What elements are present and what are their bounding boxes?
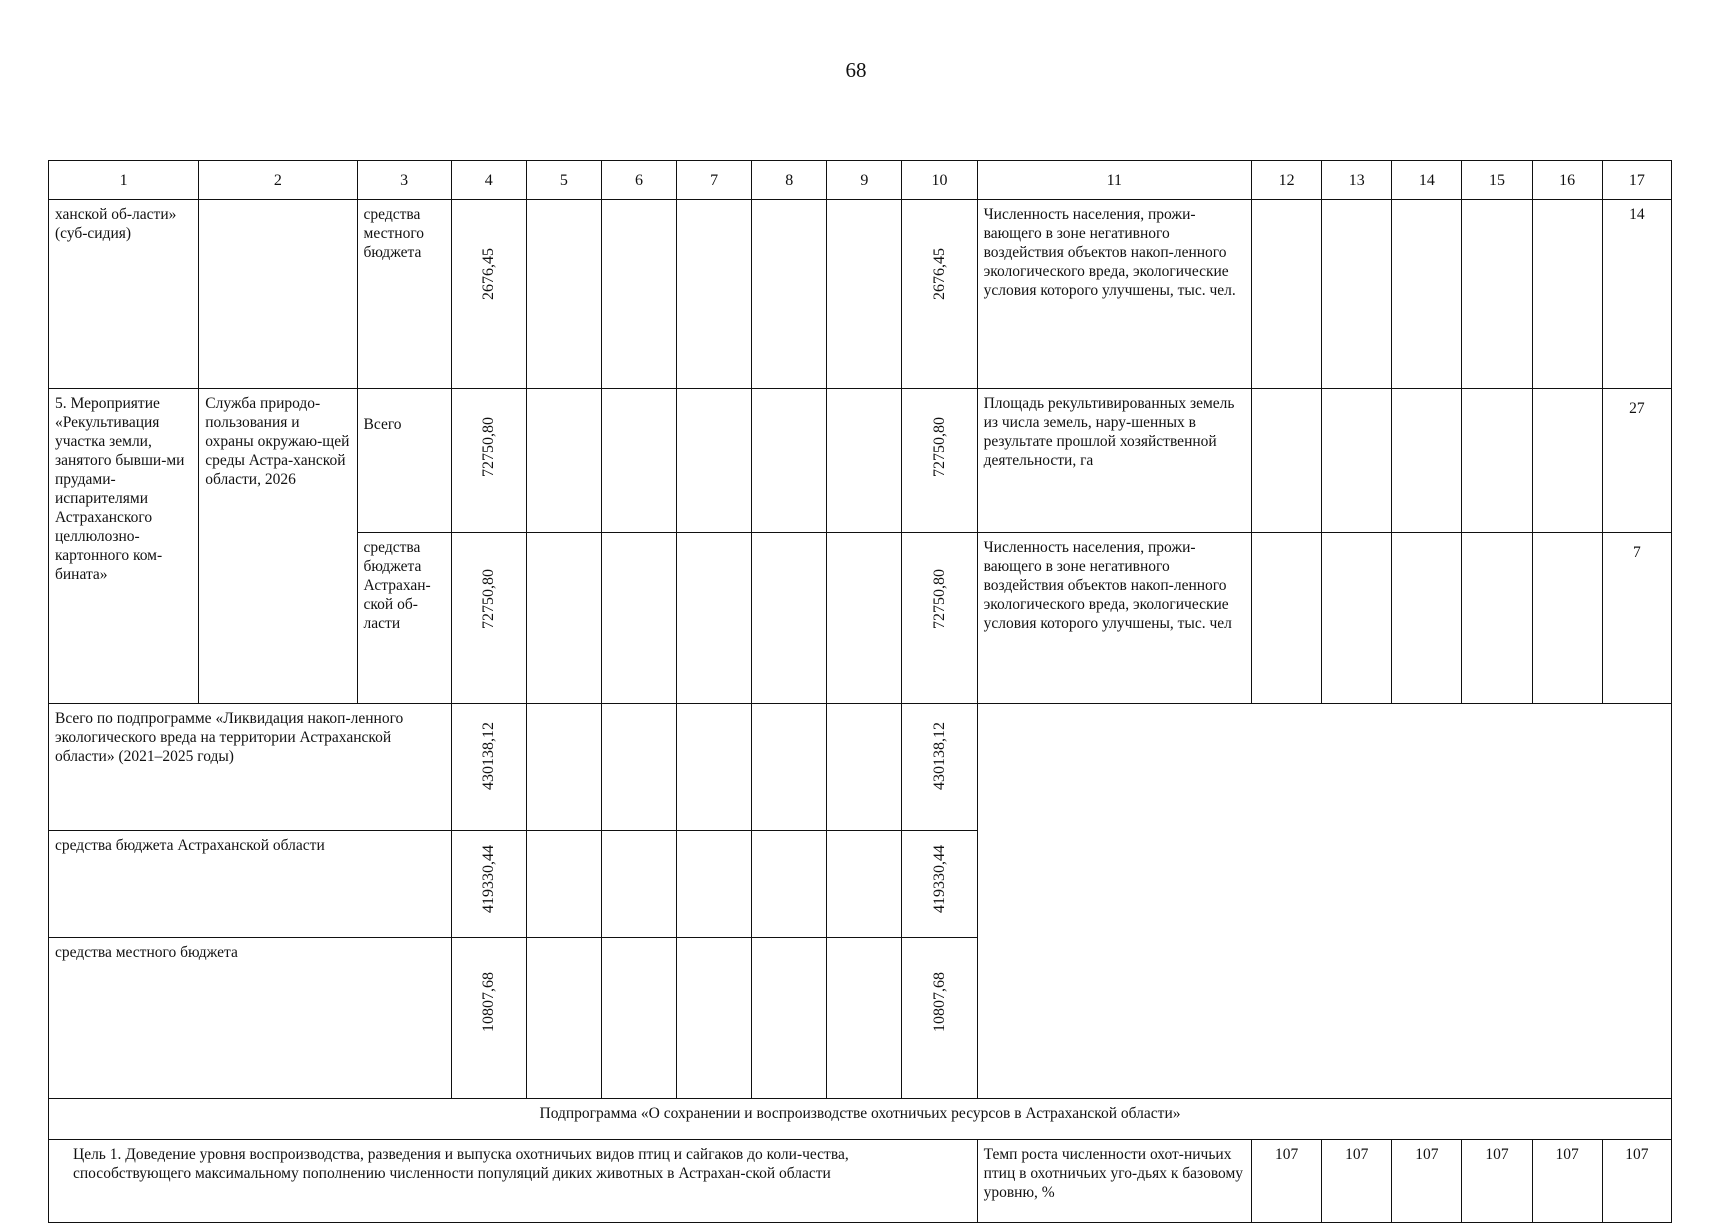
header-cell: 4: [451, 161, 526, 200]
indicator-cell: Численность населения, прожи-вающего в зоне негативного воздействия объектов накоп-ленного экологического вреда, экологические условия которого улучшены, тыс. чел: [977, 533, 1252, 704]
amount-cell: [902, 533, 977, 704]
amount-value: 72750,80: [480, 417, 498, 477]
amount-cell: [451, 389, 526, 533]
header-cell: 6: [601, 161, 676, 200]
header-cell: 11: [977, 161, 1252, 200]
goal-row: [49, 1140, 1672, 1223]
indicator-cell: Численность населения, прожи-вающего в зоне негативного воздействия объектов накоп-ленного экологического вреда, экологические условия которого улучшены, тыс. чел.: [977, 200, 1252, 389]
header-cell: 7: [677, 161, 752, 200]
amount-value: 10807,68: [480, 972, 498, 1032]
executor-cell: Служба природо-пользования и охраны окружаю-щей среды Астра-ханской области, 2026: [199, 389, 357, 704]
table-row: [49, 704, 1672, 831]
amount-cell: [451, 938, 526, 1099]
header-cell: 10: [902, 161, 977, 200]
header-row: [49, 161, 1672, 200]
table-row: [49, 389, 1672, 533]
amount-cell: [902, 704, 977, 831]
amount-cell: [902, 389, 977, 533]
event-name-cell: ханской об-ласти» (суб-сидия): [49, 200, 199, 389]
amount-value: 72750,80: [480, 569, 498, 629]
indicator-cell: Площадь рекультивированных земель из числа земель, нару-шенных в результате прошлой хозяйственной деятельности, га: [977, 389, 1252, 533]
amount-cell: [451, 200, 526, 389]
page-number: 68: [845, 58, 867, 82]
regional-label-cell: средства бюджета Астраханской области: [49, 831, 452, 938]
amount-value: 430138,12: [931, 722, 949, 790]
header-cell: 2: [199, 161, 357, 200]
subprogram-title: Подпрограмма «О сохранении и воспроизводстве охотничьих ресурсов в Астраханской области»: [49, 1099, 1672, 1140]
amount-cell: [451, 704, 526, 831]
header-cell: 13: [1322, 161, 1392, 200]
amount-cell: [902, 831, 977, 938]
goal-value: 107: [1252, 1140, 1322, 1223]
amount-value: 10807,68: [931, 972, 949, 1032]
amount-cell: [902, 938, 977, 1099]
header-cell: 15: [1462, 161, 1532, 200]
indicator-value: 7: [1602, 533, 1671, 704]
amount-cell: [451, 533, 526, 704]
amount-value: 419330,44: [480, 845, 498, 913]
goal-value: 107: [1532, 1140, 1602, 1223]
amount-value: 72750,80: [931, 417, 949, 477]
indicator-value: 14: [1602, 200, 1671, 389]
goal-text: Цель 1. Доведение уровня воспроизводства, разведения и выпуска охотничьих видов птиц и сайгаков до коли-чества, способствующего максимальному пополнению численности популяций диких животных в Астрахан-ской области: [49, 1140, 978, 1223]
header-cell: 9: [827, 161, 902, 200]
subprogram-row: [49, 1099, 1672, 1140]
header-cell: 14: [1392, 161, 1462, 200]
goal-value: 107: [1322, 1140, 1392, 1223]
event-name-cell: 5. Мероприятие «Рекультивация участка земли, занятого бывши-ми прудами-испарителями Астраханского целлюлозно-картонного ком-бината»: [49, 389, 199, 704]
amount-cell: [902, 200, 977, 389]
goal-value: 107: [1602, 1140, 1671, 1223]
goal-value: 107: [1392, 1140, 1462, 1223]
amount-value: 72750,80: [931, 569, 949, 629]
header-cell: 5: [526, 161, 601, 200]
header-cell: 12: [1252, 161, 1322, 200]
amount-value: 2676,45: [931, 248, 949, 300]
indicator-cell: Темп роста численности охот-ничьих птиц в охотничьих уго-дьях к базовому уровню, %: [977, 1140, 1252, 1223]
header-cell: 17: [1602, 161, 1671, 200]
local-label-cell: средства местного бюджета: [49, 938, 452, 1099]
executor-cell: [199, 200, 357, 389]
header-cell: 3: [357, 161, 451, 200]
header-cell: 16: [1532, 161, 1602, 200]
amount-value: 419330,44: [931, 845, 949, 913]
goal-value: 107: [1462, 1140, 1532, 1223]
amount-cell: [451, 831, 526, 938]
funding-source-cell: Всего: [357, 389, 451, 533]
total-label-cell: Всего по подпрограмме «Ликвидация накоп-ленного экологического вреда на территории Астраханской области» (2021–2025 годы): [49, 704, 452, 831]
funding-source-cell: средства местного бюджета: [357, 200, 451, 389]
amount-value: 2676,45: [480, 248, 498, 300]
header-cell: 8: [752, 161, 827, 200]
table-row: [49, 200, 1672, 389]
empty-merged-cell: [977, 704, 1671, 1099]
funding-source-cell: средства бюджета Астрахан-ской об-ласти: [357, 533, 451, 704]
indicator-value: 27: [1602, 389, 1671, 533]
header-cell: 1: [49, 161, 199, 200]
budget-table: [48, 160, 1672, 1223]
amount-value: 430138,12: [480, 722, 498, 790]
